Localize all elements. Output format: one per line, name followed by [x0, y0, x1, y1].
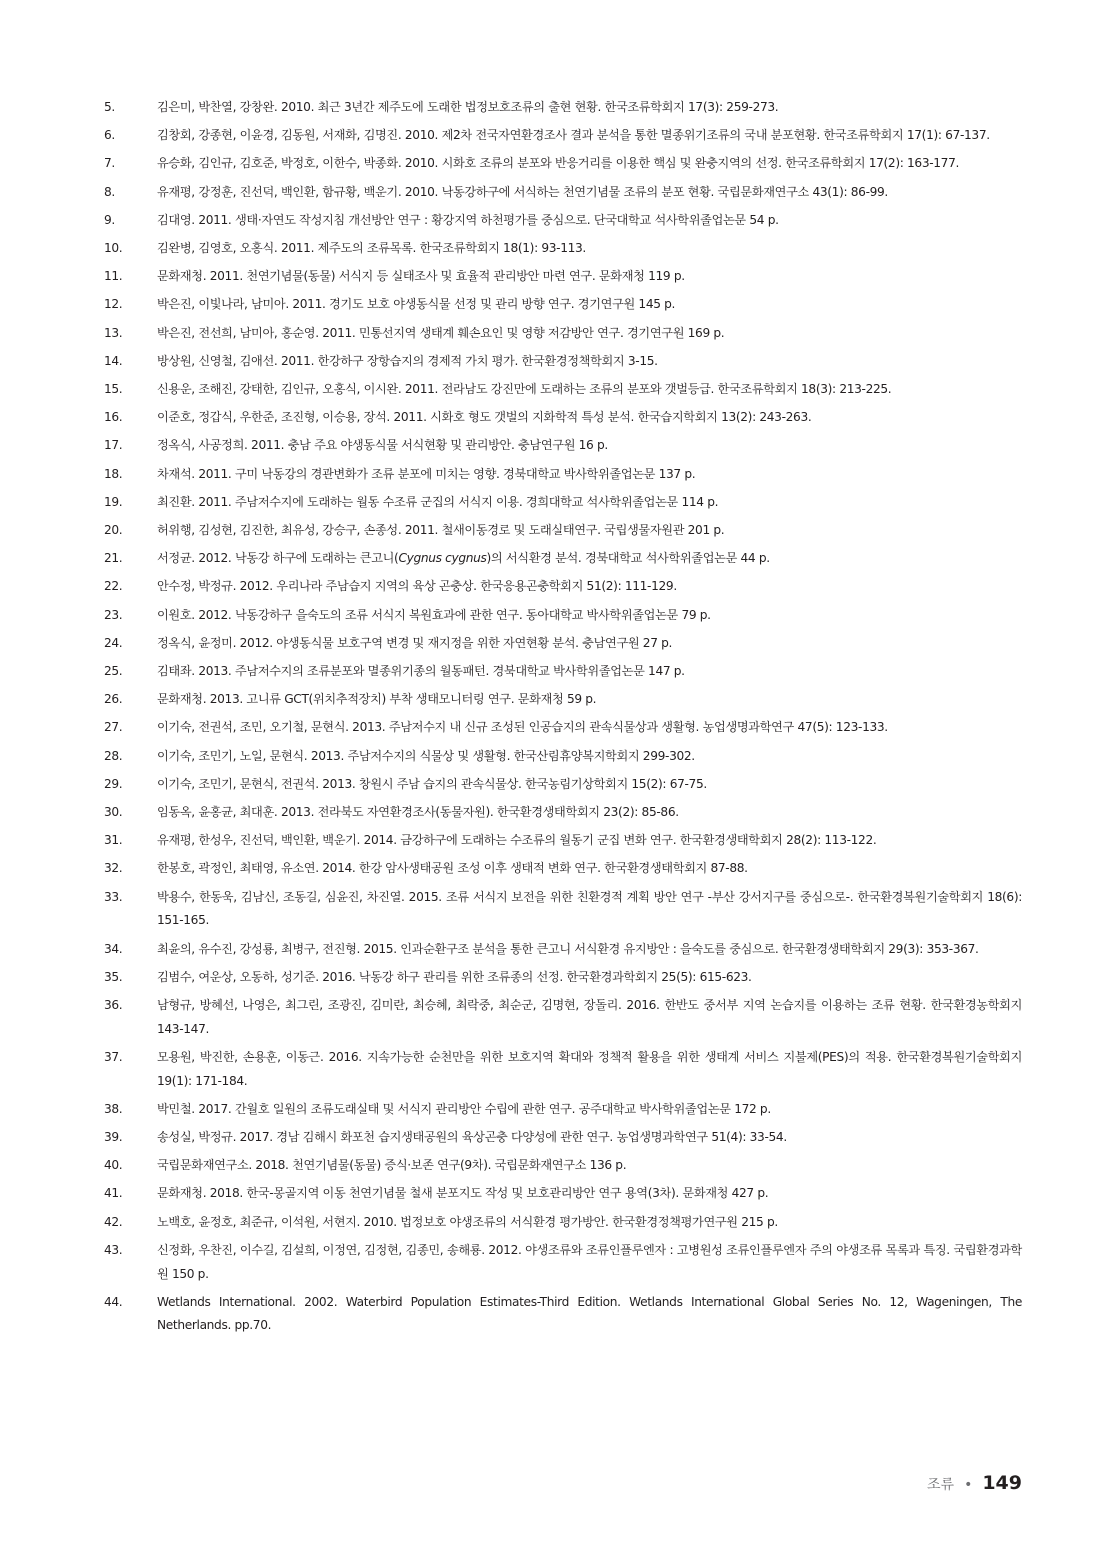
reference-item: [104, 1182, 1022, 1206]
reference-item: [104, 1046, 1022, 1093]
reference-text-main: 신정화, 우찬진, 이수길, 김설희, 이정연, 김정현, 김종민, 송해룡. 2012. 야생조류와 조류인플루엔자 : 고병원성 조류인플루엔자 주의 야생조류 목록과 특징. 국립환경과학원 150 p.: [157, 1242, 1022, 1281]
reference-text: [157, 463, 1022, 487]
reference-text-rest: )의 서식환경 분석. 경북대학교 석사학위졸업논문 44 p.: [486, 551, 770, 566]
reference-number: 26.: [104, 692, 123, 707]
reference-item: [104, 491, 1022, 515]
reference-item: [104, 994, 1022, 1041]
reference-number: 31.: [104, 833, 123, 848]
reference-number: 38.: [104, 1101, 123, 1116]
reference-number: 29.: [104, 776, 123, 791]
reference-text-main: 국립문화재연구소. 2018. 천연기념물(동물) 증식·보존 연구(9차). 국립문화재연구소 136 p.: [157, 1158, 627, 1173]
reference-text: [157, 801, 1022, 825]
reference-text-main: 이기숙, 전권석, 조민, 오기철, 문현식. 2013. 주남저수지 내 신규 조성된 인공습지의 관속식물상과 생활형. 농업생명과학연구 47(5): 123-133.: [157, 720, 888, 735]
reference-number: 9.: [104, 212, 115, 227]
reference-text: [157, 604, 1022, 628]
reference-item: [104, 1126, 1022, 1150]
reference-item: [104, 801, 1022, 825]
page-number: 149: [982, 1472, 1022, 1494]
reference-number: 43.: [104, 1242, 123, 1257]
reference-item: [104, 745, 1022, 769]
reference-text-main: 박은진, 이빛나라, 남미아. 2011. 경기도 보호 야생동식물 선정 및 관리 방향 연구. 경기연구원 145 p.: [157, 297, 676, 312]
reference-text-main: 김완병, 김영호, 오홍식. 2011. 제주도의 조류목록. 한국조류학회지 18(1): 93-113.: [157, 241, 586, 256]
reference-item: [104, 209, 1022, 233]
reference-item: [104, 829, 1022, 853]
reference-text: [157, 1098, 1022, 1122]
reference-text-main: 김태좌. 2013. 주남저수지의 조류분포와 멸종위기종의 월동패턴. 경북대학교 박사학위졸업논문 147 p.: [157, 664, 685, 679]
reference-text-main: 문화재청. 2018. 한국-몽골지역 이동 천연기념물 철새 분포지도 작성 및 보호관리방안 연구 용역(3차). 문화재청 427 p.: [157, 1186, 769, 1201]
reference-text: [157, 1046, 1022, 1093]
reference-number: 42.: [104, 1214, 123, 1229]
reference-item: [104, 575, 1022, 599]
reference-number: 14.: [104, 353, 123, 368]
reference-text-main: 송성실, 박정규. 2017. 경남 김해시 화포천 습지생태공원의 육상곤충 다양성에 관한 연구. 농업생명과학연구 51(4): 33-54.: [157, 1130, 787, 1145]
reference-text: [157, 966, 1022, 990]
reference-text-main: 최진환. 2011. 주남저수지에 도래하는 월동 수조류 군집의 서식지 이용. 경희대학교 석사학위졸업논문 114 p.: [157, 494, 719, 509]
reference-text: [157, 994, 1022, 1041]
reference-text-main: 이기숙, 조민기, 노일, 문현식. 2013. 주남저수지의 식물상 및 생활형. 한국산림휴양복지학회지 299-302.: [157, 748, 695, 763]
reference-number: 6.: [104, 128, 115, 143]
reference-item: [104, 886, 1022, 933]
reference-item: [104, 406, 1022, 430]
reference-item: [104, 350, 1022, 374]
reference-text-main: 유승화, 김인규, 김호준, 박정호, 이한수, 박종화. 2010. 시화호 조류의 분포와 반응거리를 이용한 핵심 및 완충지역의 선정. 한국조류학회지 17(2): 163-177.: [157, 156, 960, 171]
reference-text: [157, 181, 1022, 205]
reference-item: [104, 1098, 1022, 1122]
reference-text: [157, 96, 1022, 120]
reference-text-main: 김은미, 박찬열, 강창완. 2010. 최근 3년간 제주도에 도래한 법정보호조류의 출현 현황. 한국조류학회지 17(3): 259-273.: [157, 100, 779, 114]
reference-text: [157, 491, 1022, 515]
reference-text-main: 김범수, 여운상, 오동하, 성기준. 2016. 낙동강 하구 관리를 위한 조류종의 선정. 한국환경과학회지 25(5): 615-623.: [157, 969, 752, 984]
reference-species-name: Cygnus cygnus: [398, 551, 487, 566]
reference-item: [104, 938, 1022, 962]
reference-item: [104, 547, 1022, 571]
reference-number: 23.: [104, 607, 123, 622]
reference-item: [104, 966, 1022, 990]
reference-number: 21.: [104, 551, 123, 566]
reference-text-main: 박은진, 전선희, 남미아, 홍순영. 2011. 민통선지역 생태계 훼손요인 및 영향 저감방안 연구. 경기연구원 169 p.: [157, 325, 725, 340]
reference-text: [157, 237, 1022, 261]
footer-section-title: 조류: [927, 1477, 955, 1493]
reference-text-main: 서정균. 2012. 낙동강 하구에 도래하는 큰고니(: [157, 551, 399, 566]
reference-text: [157, 1154, 1022, 1178]
reference-number: 22.: [104, 579, 123, 594]
reference-number: 27.: [104, 720, 123, 735]
reference-text: [157, 886, 1022, 933]
reference-text-main: 유재평, 강정훈, 진선덕, 백인환, 함규황, 백운기. 2010. 낙동강하구에 서식하는 천연기념물 조류의 분포 현황. 국립문화재연구소 43(1): 86-99.: [157, 184, 888, 199]
reference-number: 37.: [104, 1049, 123, 1064]
reference-text: [157, 773, 1022, 797]
reference-text-main: Wetlands International. 2002. Waterbird Population Estimates-Third Edition. Wetlands International Global Series No. 12, Wageningen, The Netherlands. pp.70.: [157, 1294, 1022, 1333]
reference-number: 16.: [104, 410, 123, 425]
reference-text: [157, 519, 1022, 543]
reference-item: [104, 265, 1022, 289]
reference-item: [104, 1211, 1022, 1235]
reference-text-main: 정옥식, 사공정희. 2011. 충남 주요 야생동식물 서식현황 및 관리방안. 충남연구원 16 p.: [157, 438, 608, 453]
reference-number: 15.: [104, 382, 123, 397]
reference-text: [157, 1239, 1022, 1286]
reference-item: [104, 604, 1022, 628]
reference-number: 5.: [104, 100, 115, 114]
reference-text-main: 문화재청. 2011. 천연기념물(동물) 서식지 등 실태조사 및 효율적 관리방안 마련 연구. 문화재청 119 p.: [157, 269, 685, 284]
reference-text: [157, 1291, 1022, 1338]
reference-text-main: 이준호, 정갑식, 우한준, 조진형, 이승용, 장석. 2011. 시화호 형도 갯벌의 지화학적 특성 분석. 한국습지학회지 13(2): 243-263.: [157, 410, 812, 425]
reference-item: [104, 378, 1022, 402]
reference-text-main: 한봉호, 곽정인, 최태영, 유소연. 2014. 한강 암사생태공원 조성 이후 생태적 변화 연구. 한국환경생태학회지 87-88.: [157, 861, 748, 876]
reference-text: [157, 293, 1022, 317]
reference-item: [104, 1239, 1022, 1286]
reference-text-main: 방상원, 신영철, 김애선. 2011. 한강하구 장항습지의 경제적 가치 평가. 한국환경정책학회지 3-15.: [157, 353, 658, 368]
reference-number: 25.: [104, 664, 123, 679]
reference-text-main: 이기숙, 조민기, 문현식, 전권석. 2013. 창원시 주남 습지의 관속식물상. 한국농림기상학회지 15(2): 67-75.: [157, 776, 707, 791]
reference-text: [157, 378, 1022, 402]
reference-text-main: 정옥식, 윤정미. 2012. 야생동식물 보호구역 변경 및 재지정을 위한 자연현황 분석. 충남연구원 27 p.: [157, 635, 673, 650]
reference-item: [104, 1291, 1022, 1338]
reference-item: [104, 716, 1022, 740]
reference-number: 34.: [104, 941, 123, 956]
reference-number: 19.: [104, 494, 123, 509]
reference-number: 18.: [104, 466, 123, 481]
reference-text: [157, 857, 1022, 881]
reference-number: 24.: [104, 635, 123, 650]
reference-text: [157, 265, 1022, 289]
reference-item: [104, 857, 1022, 881]
reference-text-main: 박민철. 2017. 간월호 일원의 조류도래실태 및 서식지 관리방안 수립에 관한 연구. 공주대학교 박사학위졸업논문 172 p.: [157, 1101, 771, 1116]
reference-text-main: 박용수, 한동욱, 김남신, 조동길, 심윤진, 차진열. 2015. 조류 서식지 보전을 위한 친환경적 계획 방안 연구 -부산 강서지구를 중심으로-. 한국환경복원기술학회지 18(6): 151-165.: [157, 889, 1022, 928]
reference-item: [104, 632, 1022, 656]
reference-text-main: 노백호, 윤정호, 최준규, 이석원, 서현지. 2010. 법정보호 야생조류의 서식환경 평가방안. 한국환경정책평가연구원 215 p.: [157, 1214, 778, 1229]
reference-number: 41.: [104, 1186, 123, 1201]
reference-text-main: 김대영. 2011. 생태·자연도 작성지침 개선방안 연구 : 황강지역 하천평가를 중심으로. 단국대학교 석사학위졸업논문 54 p.: [157, 212, 779, 227]
reference-text-main: 남형규, 방혜선, 나영은, 최그린, 조광진, 김미란, 최승혜, 최락중, 최순군, 김명현, 장돌리. 2016. 한반도 중서부 지역 논습지를 이용하는 조류 현황. 한국환경농학회지 143-147.: [157, 998, 1022, 1036]
reference-text: [157, 350, 1022, 374]
reference-text: [157, 632, 1022, 656]
reference-item: [104, 463, 1022, 487]
reference-text-main: 임동옥, 윤홍균, 최대훈. 2013. 전라북도 자연환경조사(동물자원). 한국환경생태학회지 23(2): 85-86.: [157, 805, 679, 820]
reference-text: [157, 1126, 1022, 1150]
reference-number: 13.: [104, 325, 123, 340]
reference-text: [157, 152, 1022, 176]
reference-text-main: 문화재청. 2013. 고니류 GCT(위치추적장치) 부착 생태모니터링 연구. 문화재청 59 p.: [157, 692, 597, 707]
reference-text: [157, 745, 1022, 769]
reference-text: [157, 575, 1022, 599]
reference-text-main: 모용원, 박진한, 손용훈, 이동근. 2016. 지속가능한 순천만을 위한 보호지역 확대와 정책적 활용을 위한 생태계 서비스 지불제(PES)의 적용. 한국환경복원기술학회지 19(1): 171-184.: [157, 1049, 1022, 1088]
reference-text: [157, 322, 1022, 346]
reference-text: [157, 434, 1022, 458]
reference-item: [104, 660, 1022, 684]
reference-item: [104, 96, 1022, 120]
reference-text: [157, 829, 1022, 853]
reference-text: [157, 688, 1022, 712]
reference-item: [104, 434, 1022, 458]
reference-text: [157, 124, 1022, 148]
reference-number: 17.: [104, 438, 123, 453]
reference-item: [104, 293, 1022, 317]
reference-text: [157, 716, 1022, 740]
reference-number: 10.: [104, 241, 123, 256]
reference-text: [157, 660, 1022, 684]
reference-number: 28.: [104, 748, 123, 763]
reference-item: [104, 152, 1022, 176]
reference-text-main: 이원호. 2012. 낙동강하구 을숙도의 조류 서식지 복원효과에 관한 연구. 동아대학교 박사학위졸업논문 79 p.: [157, 607, 711, 622]
reference-number: 20.: [104, 523, 123, 538]
reference-list: [104, 96, 1022, 1343]
reference-number: 32.: [104, 861, 123, 876]
reference-item: [104, 237, 1022, 261]
reference-number: 11.: [104, 269, 123, 284]
reference-item: [104, 322, 1022, 346]
reference-text: [157, 406, 1022, 430]
reference-text: [157, 938, 1022, 962]
reference-text-main: 안수정, 박정규. 2012. 우리나라 주남습지 지역의 육상 곤충상. 한국응용곤충학회지 51(2): 111-129.: [157, 579, 677, 594]
reference-text: [157, 547, 1022, 571]
reference-text-main: 유재평, 한성우, 진선덕, 백인환, 백운기. 2014. 금강하구에 도래하는 수조류의 월동기 군집 변화 연구. 한국환경생태학회지 28(2): 113-122.: [157, 833, 877, 848]
reference-item: [104, 773, 1022, 797]
footer-separator: •: [964, 1477, 973, 1493]
reference-item: [104, 688, 1022, 712]
reference-number: 36.: [104, 998, 123, 1012]
reference-item: [104, 124, 1022, 148]
reference-text: [157, 1211, 1022, 1235]
reference-text: [157, 209, 1022, 233]
reference-text-main: 차재석. 2011. 구미 낙동강의 경관변화가 조류 분포에 미치는 영향. 경북대학교 박사학위졸업논문 137 p.: [157, 466, 696, 481]
reference-text-main: 신용운, 조해진, 강태한, 김인규, 오홍식, 이시완. 2011. 전라남도 강진만에 도래하는 조류의 분포와 갯벌등급. 한국조류학회지 18(3): 213-225.: [157, 382, 892, 397]
reference-item: [104, 181, 1022, 205]
reference-number: 30.: [104, 805, 123, 820]
reference-number: 33.: [104, 889, 123, 904]
reference-text: [157, 1182, 1022, 1206]
reference-number: 8.: [104, 184, 115, 199]
reference-text-main: 김창회, 강종현, 이윤경, 김동원, 서재화, 김명진. 2010. 제2차 전국자연환경조사 결과 분석을 통한 멸종위기조류의 국내 분포현황. 한국조류학회지 17(1): 67-137.: [157, 128, 990, 143]
reference-text-main: 최윤의, 유수진, 강성룡, 최병구, 전진형. 2015. 인과순환구조 분석을 통한 큰고니 서식환경 유지방안 : 을숙도를 중심으로. 한국환경생태학회지 29(3): 353-367.: [157, 941, 979, 956]
reference-item: [104, 519, 1022, 543]
reference-number: 39.: [104, 1130, 123, 1145]
reference-number: 40.: [104, 1158, 123, 1173]
reference-text-main: 허위행, 김성현, 김진한, 최유성, 강승구, 손종성. 2011. 철새이동경로 및 도래실태연구. 국립생물자원관 201 p.: [157, 523, 725, 538]
reference-number: 7.: [104, 156, 115, 171]
page-footer: [927, 1472, 1022, 1494]
reference-number: 44.: [104, 1294, 123, 1309]
reference-item: [104, 1154, 1022, 1178]
reference-number: 12.: [104, 297, 123, 312]
reference-number: 35.: [104, 969, 123, 984]
